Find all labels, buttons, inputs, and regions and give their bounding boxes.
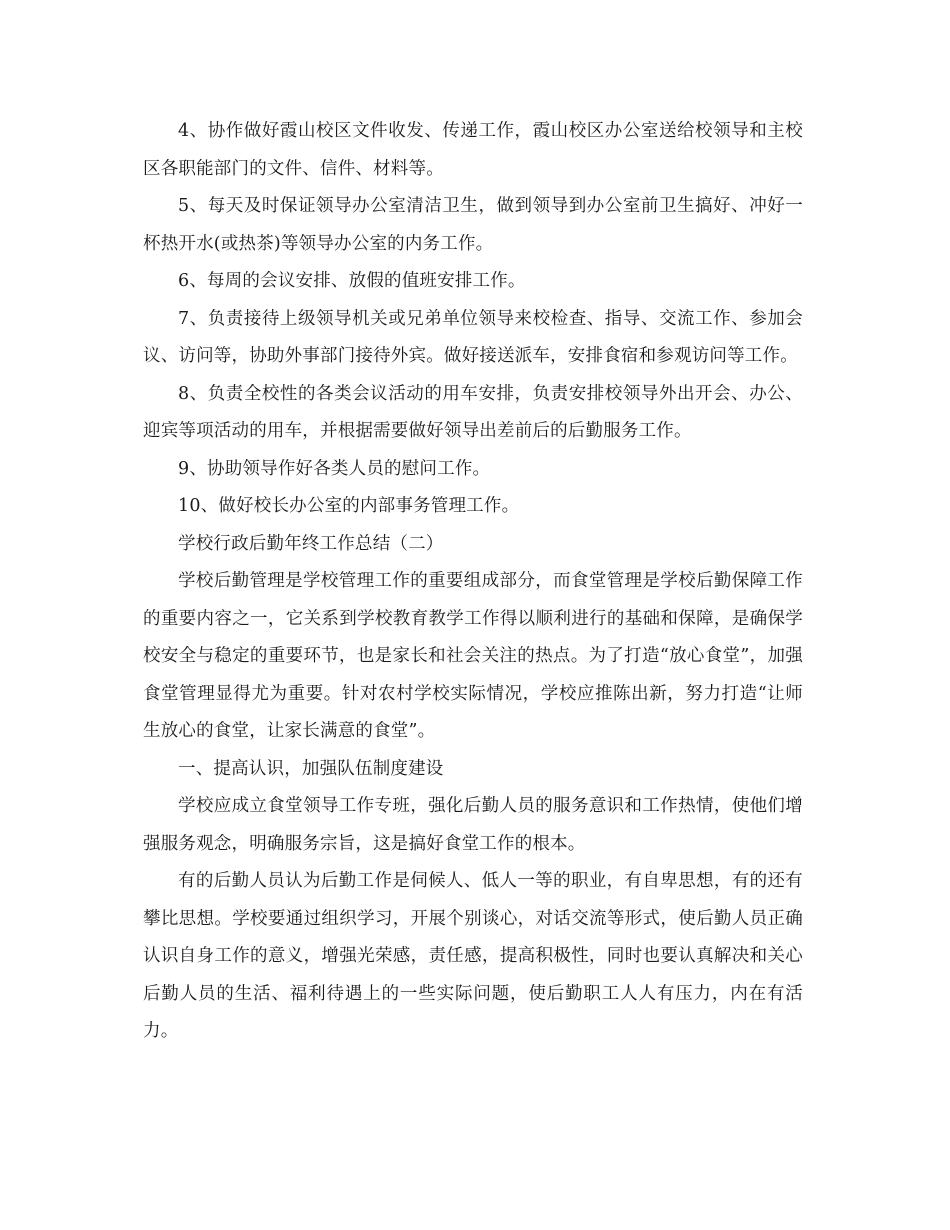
- document-body: [143, 113, 803, 1051]
- paragraph-intro: 学校后勤管理是学校管理工作的重要组成部分，而食堂管理是学校后勤保障工作的重要内容之一，它关系到学校教育教学工作得以顺利进行的基础和保障，是确保学校安全与稳定的重要环节，也是家长和社会关注的热点。为了打造“放心食堂”，加强食堂管理显得尤为重要。针对农村学校实际情况，学校应推陈出新，努力打造“让师生放心的食堂，让家长满意的食堂”。: [143, 571, 803, 741]
- paragraph-item-8: 8、负责全校性的各类会议活动的用车安排，负责安排校领导外出开会、办公、迎宾等项活动的用车，并根据需要做好领导出差前后的后勤服务工作。: [143, 383, 803, 441]
- paragraph-body-1: 学校应成立食堂领导工作专班，强化后勤人员的服务意识和工作热情，使他们增强服务观念，明确服务宗旨，这是搞好食堂工作的根本。: [143, 796, 803, 854]
- paragraph-item-7: 7、负责接待上级领导机关或兄弟单位领导来校检查、指导、交流工作、参加会议、访问等，协助外事部门接待外宾。做好接送派车，安排食宿和参观访问等工作。: [143, 308, 803, 366]
- paragraph-body-2: 有的后勤人员认为后勤工作是伺候人、低人一等的职业，有自卑思想，有的还有攀比思想。学校要通过组织学习，开展个别谈心，对话交流等形式，使后勤人员正确认识自身工作的意义，增强光荣感，责任感，提高积极性，同时也要认真解决和关心后勤人员的生活、福利待遇上的一些实际问题，使后勤职工人人有压力，内在有活力。: [143, 871, 803, 1041]
- paragraph-item-4: 4、协作做好霞山校区文件收发、传递工作，霞山校区办公室送给校领导和主校区各职能部门的文件、信件、材料等。: [143, 121, 803, 179]
- paragraph-item-5: 5、每天及时保证领导办公室清洁卫生，做到领导到办公室前卫生搞好、冲好一杯热开水(或热茶)等领导办公室的内务工作。: [143, 196, 803, 254]
- subheading-1: 一、提高认识，加强队伍制度建设: [178, 758, 444, 779]
- paragraph-item-9: 9、协助领导作好各类人员的慰问工作。: [178, 458, 491, 479]
- paragraph-item-10: 10、做好校长办公室的内部事务管理工作。: [178, 496, 520, 516]
- section-title: 学校行政后勤年终工作总结（二）: [178, 533, 444, 554]
- paragraph-item-6: 6、每周的会议安排、放假的值班安排工作。: [178, 271, 526, 291]
